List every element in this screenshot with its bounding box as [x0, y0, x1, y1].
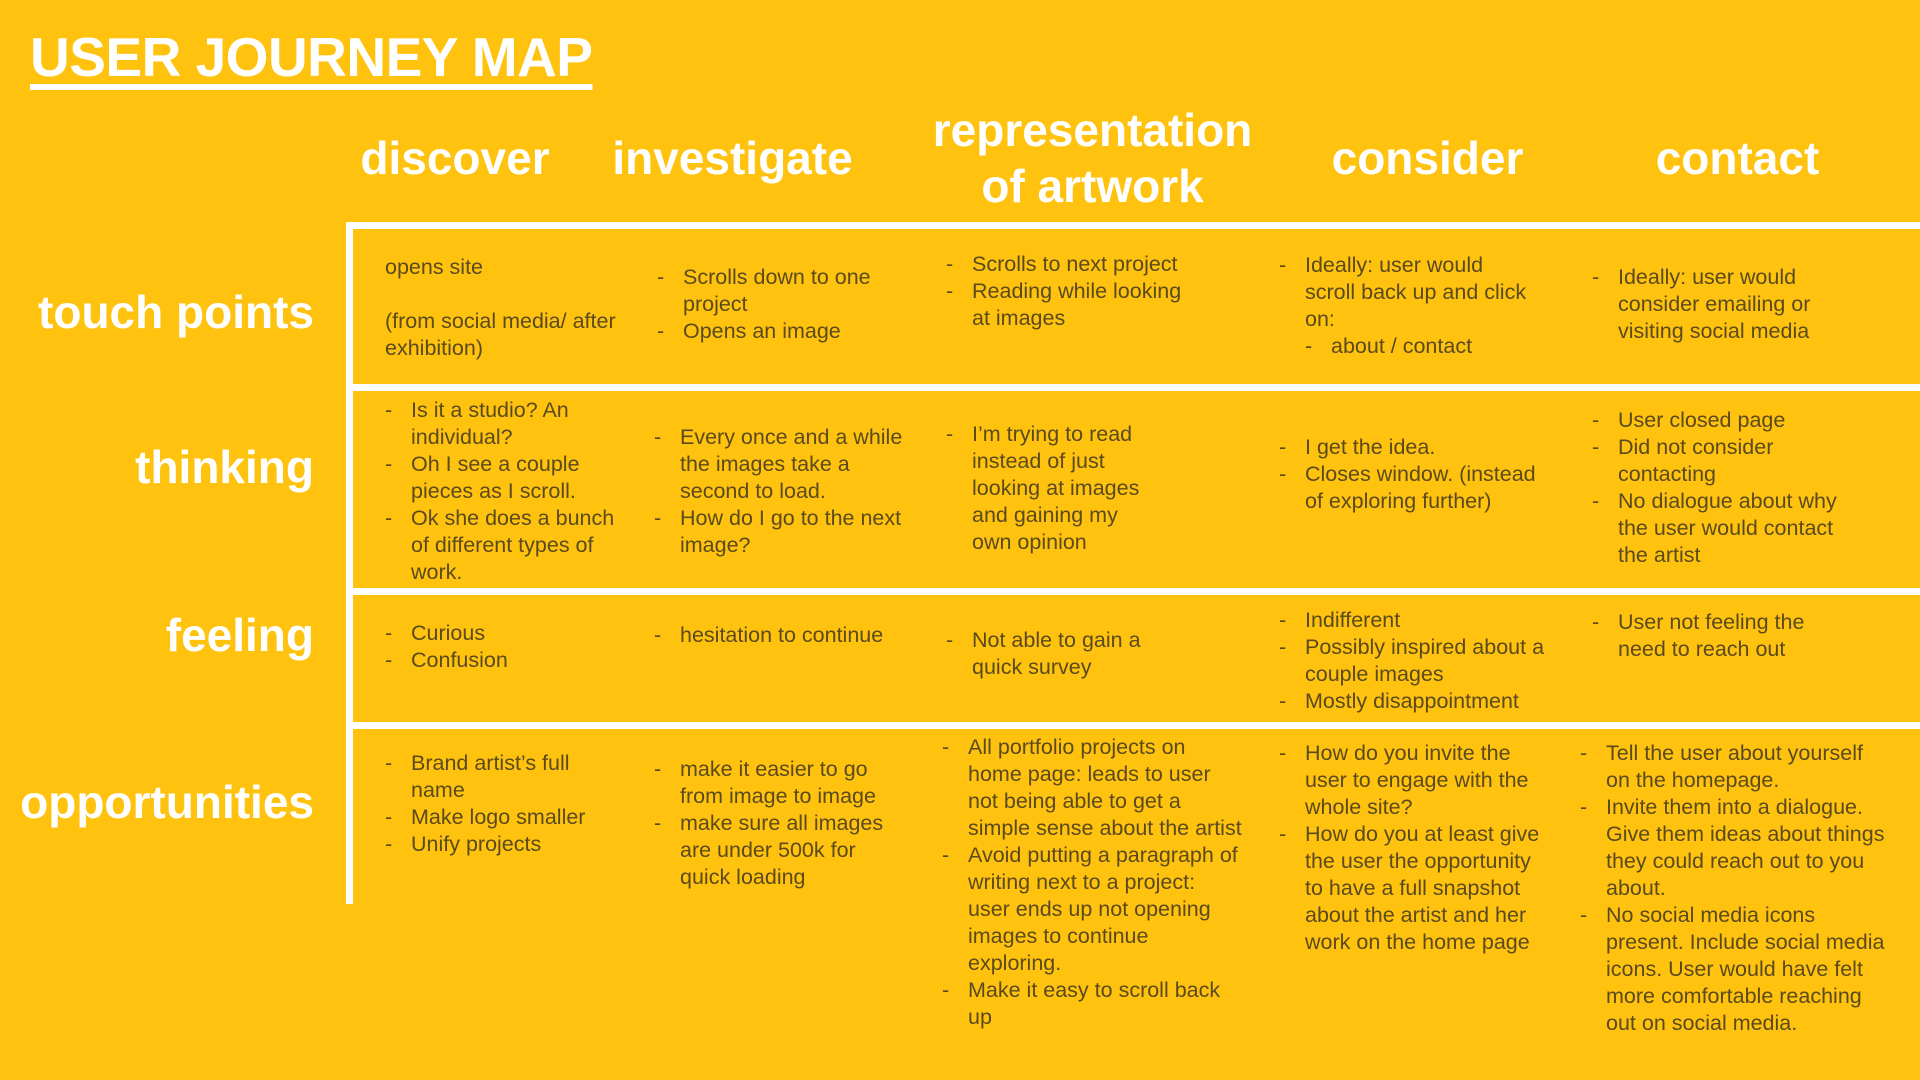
- list-item: - Did not consider contacting: [1592, 434, 1842, 488]
- cell-thinking-contact: [1592, 407, 1842, 569]
- list-item: - I get the idea.: [1279, 434, 1539, 461]
- list-item: - Make logo smaller: [385, 804, 625, 831]
- list-item: - Scrolls to next project: [946, 251, 1196, 278]
- cell-opportunities-consider: [1279, 740, 1544, 956]
- cell-touch-investigate: [657, 264, 937, 345]
- cell-thinking-representation: [946, 421, 1156, 556]
- grid-line-2: [346, 588, 1920, 595]
- list-item: - User not feeling the need to reach out: [1592, 609, 1842, 663]
- cell-thinking-consider: [1279, 434, 1539, 515]
- cell-feeling-discover: [385, 620, 665, 674]
- list-item: - Scrolls down to one project: [657, 264, 937, 318]
- cell-feeling-contact: [1592, 609, 1842, 663]
- list-item: - Tell the user about yourself on the homepage.: [1580, 740, 1890, 794]
- cell-touch-representation: [946, 251, 1196, 332]
- list-item: - Reading while looking at images: [946, 278, 1196, 332]
- list-item: - Opens an image: [657, 318, 937, 345]
- list-item: - I’m trying to read instead of just looking at images and gaining my own opinion: [946, 421, 1156, 556]
- column-header-consider: consider: [1331, 132, 1524, 184]
- grid-vertical-line: [346, 222, 353, 904]
- row-header-feeling: feeling: [165, 609, 314, 661]
- list-item: - Invite them into a dialogue. Give them ideas about things they could reach out to you about.: [1580, 794, 1890, 902]
- list-item: - Ok she does a bunch of different types of work.: [385, 505, 635, 586]
- list-item: - Indifferent: [1279, 607, 1549, 634]
- list-item: - How do you at least give the user the opportunity to have a full snapshot about the artist and her work on the home page: [1279, 821, 1544, 956]
- cell-feeling-representation: [946, 627, 1176, 681]
- column-header-investigate: investigate: [612, 132, 853, 184]
- cell-thinking-investigate: [654, 424, 914, 559]
- cell-opportunities-investigate: [654, 756, 904, 891]
- list-item: - No social media icons present. Include social media icons. User would have felt more comfortable reaching out on social media.: [1580, 902, 1890, 1037]
- cell-touch-discover: opens site (from social media/ after exhibition): [385, 255, 616, 360]
- grid-line-1: [346, 384, 1920, 391]
- list-item: - Avoid putting a paragraph of writing next to a project: user ends up not opening images to continue exploring.: [942, 842, 1242, 977]
- list-item: - Curious: [385, 620, 665, 647]
- list-item: - Every once and a while the images take a second to load.: [654, 424, 914, 505]
- list-item: - User closed page: [1592, 407, 1842, 434]
- list-item: - Brand artist’s full name: [385, 750, 625, 804]
- list-item: - hesitation to continue: [654, 622, 934, 649]
- list-item: - about / contact: [1305, 333, 1539, 360]
- grid-line-top: [346, 222, 1920, 229]
- cell-feeling-consider: [1279, 607, 1549, 715]
- cell-opportunities-representation: [942, 734, 1242, 1031]
- list-item: - How do I go to the next image?: [654, 505, 914, 559]
- list-item: - Is it a studio? An individual?: [385, 397, 635, 451]
- row-header-touch-points: touch points: [38, 286, 314, 338]
- list-item: - Unify projects: [385, 831, 625, 858]
- row-header-opportunities: opportunities: [20, 776, 314, 828]
- list-item: - make it easier to go from image to image: [654, 756, 904, 810]
- column-header-representation: representation of artwork: [932, 104, 1253, 212]
- page-title: USER JOURNEY MAP: [30, 26, 593, 88]
- list-item: - Ideally: user would scroll back up and click on:: [1279, 252, 1539, 333]
- list-item: - No dialogue about why the user would contact the artist: [1592, 488, 1842, 569]
- cell-touch-contact: [1592, 264, 1862, 345]
- column-header-contact: contact: [1655, 132, 1820, 184]
- column-header-discover: discover: [360, 132, 550, 184]
- list-item: - Not able to gain a quick survey: [946, 627, 1176, 681]
- list-item: - make sure all images are under 500k for quick loading: [654, 810, 904, 891]
- row-header-thinking: thinking: [135, 441, 314, 493]
- list-item: - Oh I see a couple pieces as I scroll.: [385, 451, 635, 505]
- list-item: - Confusion: [385, 647, 665, 674]
- list-item: - Mostly disappointment: [1279, 688, 1549, 715]
- list-item: - Closes window. (instead of exploring further): [1279, 461, 1539, 515]
- cell-thinking-discover: [385, 397, 635, 586]
- list-item: - Possibly inspired about a couple images: [1279, 634, 1549, 688]
- cell-feeling-investigate: [654, 622, 934, 649]
- list-item: - All portfolio projects on home page: leads to user not being able to get a simple sense about the artist: [942, 734, 1242, 842]
- grid-line-3: [346, 722, 1920, 729]
- list-item: - How do you invite the user to engage with the whole site?: [1279, 740, 1544, 821]
- cell-touch-consider: [1279, 252, 1539, 360]
- list-item: - Ideally: user would consider emailing or visiting social media: [1592, 264, 1862, 345]
- list-item: - Make it easy to scroll back up: [942, 977, 1242, 1031]
- cell-opportunities-contact: [1580, 740, 1890, 1037]
- cell-opportunities-discover: [385, 750, 625, 858]
